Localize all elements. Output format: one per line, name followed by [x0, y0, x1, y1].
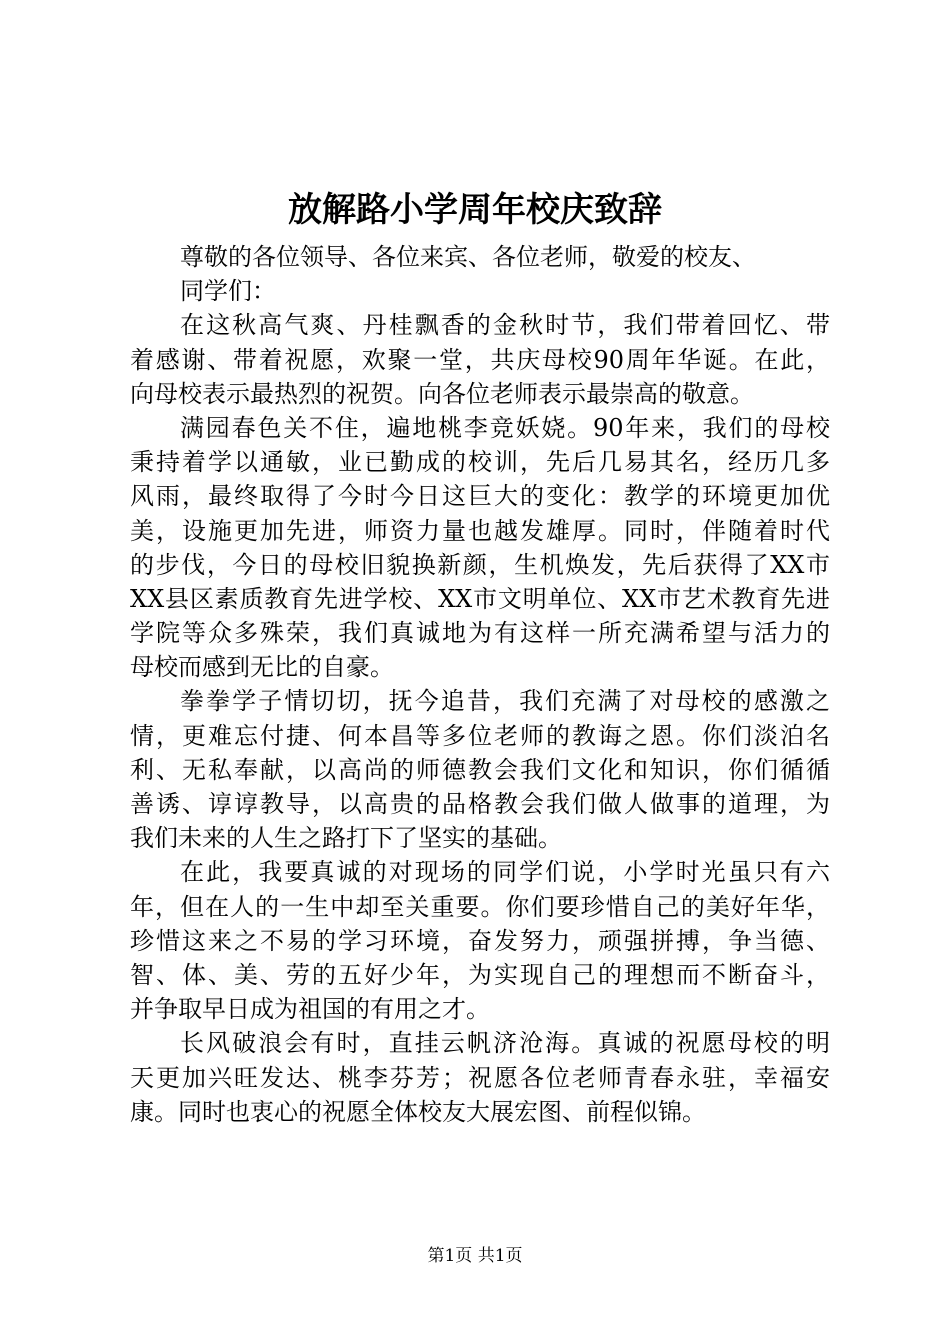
page-number: 第1页 共1页 — [427, 1246, 523, 1266]
greeting-line: 同学们： — [180, 277, 276, 306]
paragraph-line: 年，但在人的一生中却至关重要。你们要珍惜自己的美好年华， — [130, 892, 830, 921]
paragraph-line: 向母校表示最热烈的祝贺。向各位老师表示最崇高的敬意。 — [130, 379, 754, 408]
paragraph-line: 康。同时也衷心的祝愿全体校友大展宏图、前程似锦。 — [130, 1097, 706, 1126]
paragraph-line: 并争取早日成为祖国的有用之才。 — [130, 995, 490, 1024]
document-body — [130, 240, 830, 1129]
paragraph-line: 秉持着学以通敏，业已勤成的校训，先后几易其名，经历几多 — [130, 448, 830, 477]
paragraph-line: 的步伐，今日的母校旧貌换新颜，生机焕发，先后获得了XX市 — [130, 550, 830, 579]
paragraph-line: 天更加兴旺发达、桃李芬芳；祝愿各位老师青春永驻，幸福安 — [130, 1063, 830, 1092]
paragraph-line: 在这秋高气爽、丹桂飘香的金秋时节，我们带着回忆、带 — [180, 311, 830, 340]
paragraph-line: 珍惜这来之不易的学习环境，奋发努力，顽强拼搏，争当德、 — [130, 926, 830, 955]
paragraph-line: 母校而感到无比的自豪。 — [130, 653, 394, 682]
paragraph-line: 美，设施更加先进，师资力量也越发雄厚。同时，伴随着时代 — [130, 516, 830, 545]
paragraph-line: 情，更难忘付捷、何本昌等多位老师的教诲之恩。你们淡泊名 — [130, 721, 830, 750]
paragraph-line: 长风破浪会有时，直挂云帆济沧海。真诚的祝愿母校的明 — [180, 1029, 830, 1058]
paragraph-line: 满园春色关不住，遍地桃李竞妖娆。90年来，我们的母校 — [180, 413, 830, 442]
paragraph-line: 拳拳学子情切切，抚今追昔，我们充满了对母校的感激之 — [180, 687, 830, 716]
paragraph-line: 在此，我要真诚的对现场的同学们说，小学时光虽只有六 — [180, 858, 830, 887]
paragraph-line: 着感谢、带着祝愿，欢聚一堂，共庆母校90周年华诞。在此， — [130, 345, 830, 374]
paragraph-line: XX县区素质教育先进学校、XX市文明单位、XX市艺术教育先进 — [130, 584, 830, 613]
paragraph-line: 学院等众多殊荣，我们真诚地为有这样一所充满希望与活力的 — [130, 619, 830, 648]
paragraph-line: 善诱、谆谆教导，以高贵的品格教会我们做人做事的道理，为 — [130, 790, 830, 818]
paragraph-line: 智、体、美、劳的五好少年，为实现自己的理想而不断奋斗， — [130, 960, 830, 989]
paragraph-line: 我们未来的人生之路打下了坚实的基础。 — [130, 824, 562, 853]
paragraph-line: 利、无私奉献，以高尚的师德教会我们文化和知识，你们循循 — [130, 755, 830, 784]
greeting-line: 尊敬的各位领导、各位来宾、各位老师，敬爱的校友、 — [180, 243, 756, 271]
document-title: 放解路小学周年校庆致辞 — [288, 190, 662, 230]
paragraph-line: 风雨，最终取得了今时今日这巨大的变化：教学的环境更加优 — [130, 482, 830, 511]
